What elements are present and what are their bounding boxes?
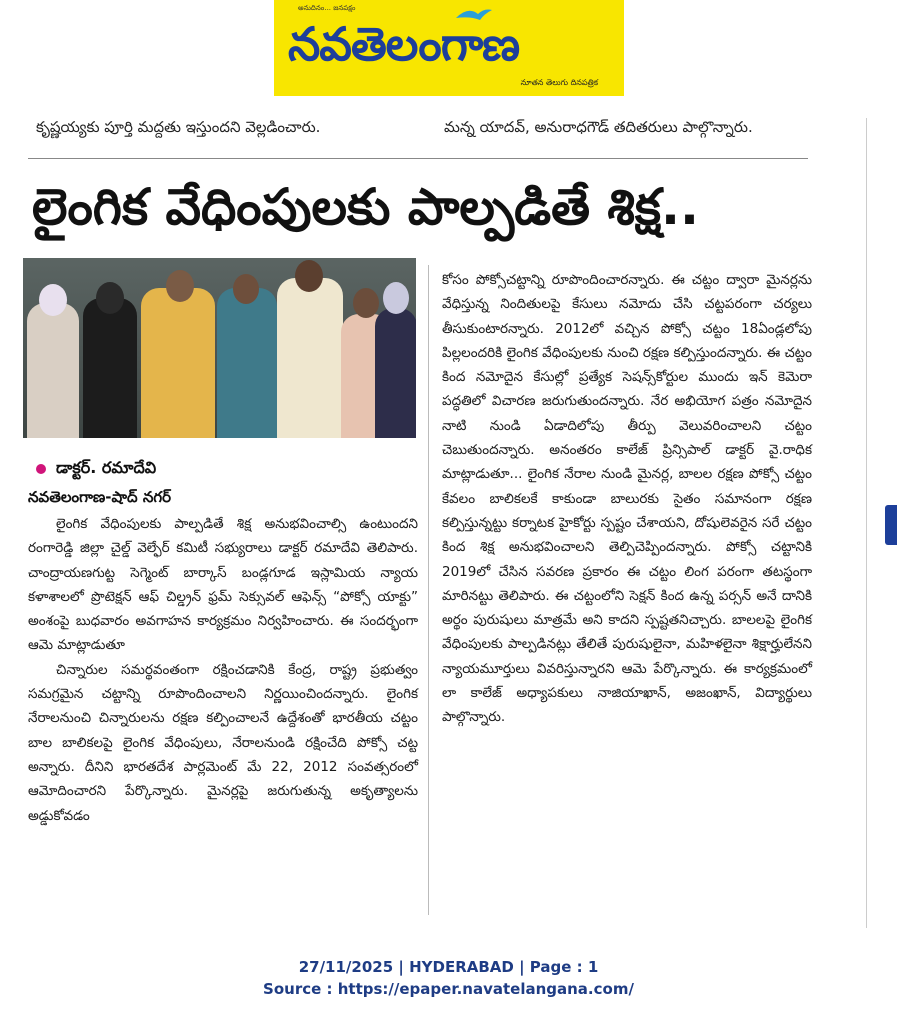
footer-date-line: 27/11/2025 | HYDERABAD | Page : 1	[298, 958, 599, 976]
article-byline	[36, 458, 156, 481]
article-paragraph: కోసం పోక్సోచట్టాన్ని రూపొందించారన్నారు. ఈ చట్టం ద్వారా మైనర్లను వేధిస్తున్న నిందితులపై కేసులు నమోదు చేసి చట్టపరంగా చర్యలు తీసుకుంటారన్నారు. 2012లో వచ్చిన పోక్సో చట్టం 18ఏండ్లలోపు పిల్లలందరికి లైంగిక వేధింపులకు నుంచి రక్షణ కల్పిస్తుందన్నారు. ఈ చట్టం కింద నమోదైన కేసుల్లో ప్రత్యేక సెషన్స్‌కోర్టుల ముందు ఇన్ కెమెరా పద్ధతిలో విచారణ జరుగుతుందన్నారు. నేర అభియోగ పత్రం నమోదైన నాటి నుండి ఏడాదిలోపు తీర్పు వెలువరించాలని చట్టం చెబుతుందన్నారు. అనంతరం కాలేజ్ ప్రిన్సిపాల్ డాక్టర్ వై.రాధిక మాట్లాడుతూ... లైంగిక నేరాల నుండి మైనర్ల, బాలల రక్షణ పోక్సో చట్టం కేవలం బాలికలకే కాకుండా బాలురకు సైతం సమానంగా రక్షణ కల్పిస్తున్నట్టు కర్నాటక హైకోర్టు స్పష్టం చేశాయని, దోషులెవరైన సరే చట్టం కింద శిక్ష అనుభవించాలని తెల్పిచెప్పిందన్నారు. పోక్సో చట్టానికి 2019లో చేసిన సవరణ ప్రకారం ఈ చట్టం లింగ పరంగా తటస్థంగా మారినట్టు తెలిపారు. ఈ చట్టంలోని సెక్షన్ కింద ఉన్న పర్సన్ అనే దానికి అర్థం పురుషులు మాత్రమే అని కాదని స్పష్టతనిచ్చారు. బాలలపై లైంగిక వేధింపులకు పాల్పడినట్లు తేలితే పురుషులైనా, మహిళలైనా శిక్షార్హులేనని న్యాయమూర్తులు వివరిస్తున్నారని ఆమె పేర్కొన్నారు. ఈ కార్యక్రమంలో లా కాలేజ్ అధ్యాపకులు నాజియాఖాన్, అజంఖాన్, విద్యార్థులు పాల్గొన్నారు.	[442, 272, 812, 726]
article-body-right-column	[442, 268, 812, 730]
article-body-left-column	[28, 512, 418, 828]
bullet-icon	[36, 464, 46, 474]
article-headline: లైంగిక వేధింపులకు పాల్పడితే శిక్ష..	[32, 178, 700, 236]
article-paragraph: లైంగిక వేధింపులకు పాల్పడితే శిక్ష అనుభవించాల్సి ఉంటుందని రంగారెడ్డి జిల్లా చైల్డ్ వెల్ఫేర్ కమిటీ సభ్యురాలు డాక్టర్ రమాదేవి తెలిపారు. చాంద్రాయణగుట్ట సెగ్మెంట్ బార్కాస్ బండ్లగూడ ఇస్లామియ న్యాయ కళాశాలలో ప్రొటెక్షన్ ఆఫ్ చిల్డ్రన్ ఫ్రమ్ సెక్సువల్ ఆఫెన్స్ “పోక్సో యాక్టు” అంశంపై బుధవారం అవగాహన కార్యక్రమం నిర్వహించారు. ఈ సందర్భంగా ఆమె మాట్లాడుతూ	[28, 516, 418, 654]
masthead-subtitle: నూతన తెలుగు దినపత్రిక	[520, 78, 598, 87]
carry-over-text-right: మన్న యాదవ్, అనురాధగౌడ్ తదితరులు పాల్గొన్నారు.	[444, 118, 753, 136]
masthead-title: నవతెలంగాణ	[288, 17, 520, 71]
article-dateline: నవతెలంగాణ-షాద్ నగర్	[28, 488, 171, 506]
page-edge-line	[866, 118, 867, 928]
footer-source-line: Source : https://epaper.navatelangana.com/	[263, 980, 634, 998]
article-photo	[23, 258, 416, 438]
carry-over-text-left: కృష్ణయ్యకు పూర్తి మద్దతు ఇస్తుందని వెల్లడించారు.	[36, 118, 321, 136]
adjacent-page-fragment	[885, 505, 897, 545]
byline-text: డాక్టర్. రమాదేవి	[56, 458, 157, 477]
article-paragraph: చిన్నారుల సమర్థవంతంగా రక్షించడానికి కేంద్ర, రాష్ట్ర ప్రభుత్వం సమగ్రమైన చట్టాన్ని రూపొందించాలని నిర్ణయించిందన్నారు. లైంగిక నేరాలనుంచి చిన్నారులను రక్షణ కల్పించాలనే ఉద్దేశంతో భారతీయ చట్టం బాల బాలికలపై లైంగిక వేధింపులు, నేరాలనుండి రక్షించేది పోక్సో చట్ట అన్నారు. దీనిని భారతదేశ పార్లమెంట్ మే 22, 2012 సంవత్సరంలో ఆమోదించారని పేర్కొన్నారు. మైనర్లపై జరుగుతున్న అకృత్యాలను అడ్డుకోవడం	[28, 661, 418, 824]
section-divider	[28, 158, 808, 159]
masthead-tagline: అనుదినం... జనపక్షం	[298, 4, 356, 12]
newspaper-masthead	[274, 0, 624, 96]
column-divider	[428, 265, 429, 915]
